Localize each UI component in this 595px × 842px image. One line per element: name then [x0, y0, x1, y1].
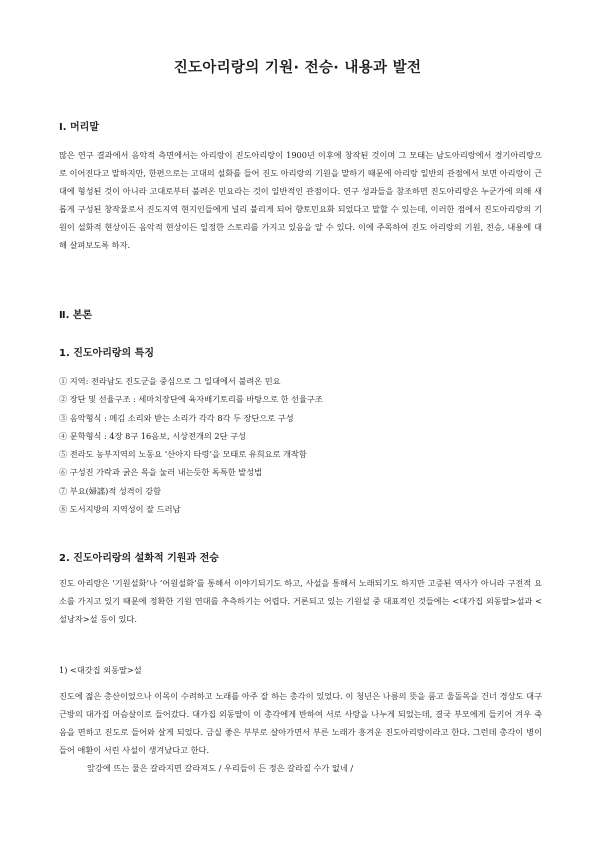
list-item: ⑥ 구성진 가락과 굵은 목을 눌러 내는듯한 독특한 발성법 — [59, 467, 263, 478]
subsection-heading-features: 1. 진도아리랑의 특징 — [59, 348, 154, 359]
document-title: 진도아리랑의 기원· 전승· 내용과 발전 — [173, 60, 422, 76]
origin-paragraph — [59, 574, 542, 628]
list-item: ③ 음악형식 : 메김 소리와 받는 소리가 각각 8각 두 장단으로 구성 — [59, 412, 294, 423]
story-text: 진도에 젊은 총산이었으나 이목이 수려하고 노래를 아주 잘 하는 총각이 있었다. 이 청년은 나름의 뜻을 품고 울돌목을 건너 경상도 대구 근방의 대가집 머슴살이로 들어갔다. 대가집 외동딸이 이 총각에게 반하여 서로 사랑을 나누게 되었는데, 결국 부모에게 들키어 겨우 죽음을 면하고 진도로 들어와 살게 되었다. 금실 좋은 부부로 살아가면서 부른 노래가 흥겨운 진도아리랑이라고 한다. 그런데 총각이 병이 들어 애환이 서린 사설이 생겨났다고 한다. — [59, 691, 542, 755]
story-heading: 1) <대갓집 외동딸>설 — [59, 665, 142, 675]
list-item: ⑦ 부요(婦謠)적 성격이 강함 — [59, 485, 162, 496]
introduction-text: 많은 연구 결과에서 음악적 측면에서는 아리랑이 진도아리랑이 1900년 이후에 창작된 것이며 그 모태는 남도아리랑에서 경기아리랑으로 이어진다고 말하지만, 한편으로는 고대의 설화를 들어 진도 아리랑의 기원을 말하기 때문에 아리랑 일반의 관점에서 보면 아리랑이 근대에 형성된 것이 아니라 고대로부터 불려온 민요라는 것이 일반적인 관점이다. 연구 성과들을 참조하면 진도아리랑은 누군가에 의해 새롭게 구성된 창작물로서 진도지역 현지인들에게 널리 불리게 되어 향토민요화 되었다고 말할 수 있는데, 이러한 점에서 진도아리랑의 기원이 설화적 현상이든 음악적 현상이든 일정한 스토리를 가지고 있음을 알 수 있다. 이에 주목하여 진도 아리랑의 기원, 전승, 내용에 대해 살펴보도록 하자. — [59, 150, 542, 250]
story-paragraph — [59, 687, 542, 777]
origin-text: 진도 아리랑은 ‘기원설화’나 ‘어원설화’를 통해서 이야기되기도 하고, 사설을 통해서 노래되기도 하지만 고증된 역사가 아니라 구전적 요소를 가지고 있기 때문에 정확한 기원 연대를 추측하기는 어렵다. 거론되고 있는 기원설 중 대표적인 것들에는 <대가집 외동딸>설과 <설낭자>설 등이 있다. — [59, 578, 542, 624]
list-item: ② 장단 및 선율구조 : 세마치장단에 육자배기토리를 바탕으로 한 선율구조 — [59, 394, 323, 405]
subsection-heading-origin: 2. 진도아리랑의 설화적 기원과 전승 — [59, 553, 219, 564]
list-item: ① 지역: 전라남도 진도군을 중심으로 그 일대에서 불려온 민요 — [59, 376, 281, 386]
introduction-paragraph — [59, 146, 542, 254]
list-item: ④ 문학형식 : 4장 8구 16음보, 시상전개의 2단 구성 — [59, 430, 246, 441]
section-heading-body: Ⅱ. 본론 — [59, 310, 93, 321]
section-heading-introduction: Ⅰ. 머리말 — [59, 122, 99, 133]
list-item: ⑧ 도서지방의 지역성이 잘 드러남 — [59, 504, 181, 515]
song-verse: 앞강에 뜨는 물은 갈라지면 갈라져도 / 우리들이 든 정은 갈라질 수가 없네 / — [87, 763, 354, 773]
features-list — [59, 372, 542, 518]
list-item: ⑤ 전라도 농부지역의 노동요 ‘산아지 타령’을 모태로 유희요로 개작함 — [59, 449, 307, 460]
